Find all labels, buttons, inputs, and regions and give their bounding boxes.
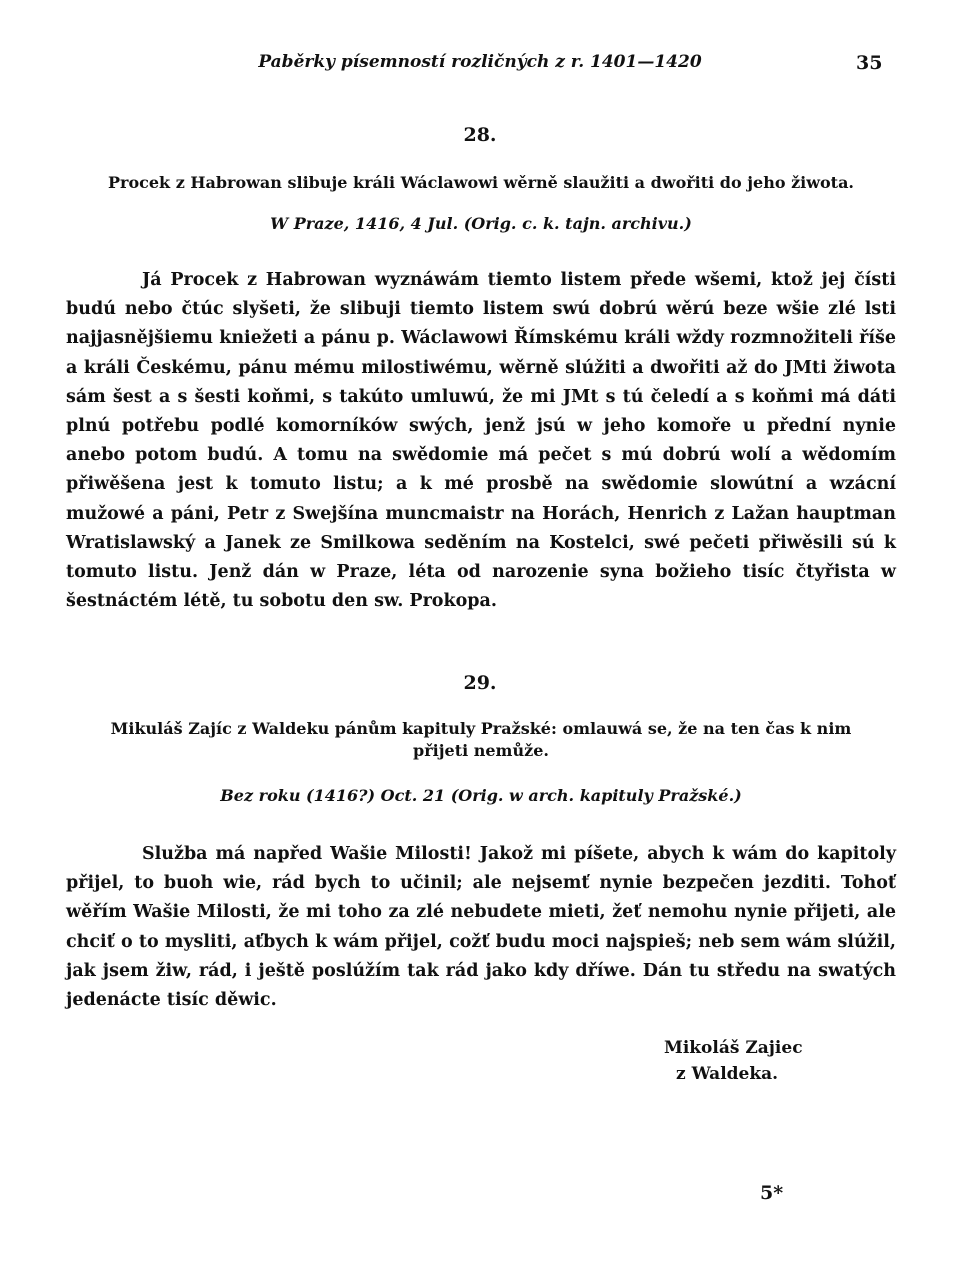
sheet-signature-mark: 5*	[760, 1182, 784, 1204]
running-title: Paběrky písemností rozličných z r. 1401—1420	[258, 52, 702, 72]
document-29-summary-line2: přijeti nemůže.	[413, 741, 549, 760]
page-number: 35	[856, 52, 883, 74]
document-29-source: Bez roku (1416?) Oct. 21 (Orig. w arch. kapituly Pražské.)	[220, 786, 742, 805]
document-number-28: 28.	[463, 124, 497, 146]
document-29-summary-line1: Mikuláš Zajíc z Waldeku pánům kapituly Pražské: omlauwá se, že na ten čas k nim	[110, 719, 852, 738]
document-number-29: 29.	[463, 672, 497, 694]
document-29-summary	[66, 718, 896, 762]
signature-line-2: z Waldeka.	[676, 1064, 779, 1084]
document-29-body: Služba má napřed Wašie Milosti! Jakož mi píšete, abych k wám do kapitoly přijel, to buoh wie, rád bych to učinil; ale nejsemť nynie bezpečen jezditi. Tohoť wěřím Wašie Milosti, že mi toho za zlé nebudete mieti, žeť nemohu nynie přijeti, ale chciť o to mysliti, aťbych k wám přijel, cožť budu moci najspieš; neb sem wám slúžil, jak jsem žiw, rád, i ještě poslúžím tak rád jako kdy dříwe. Dán tu středu na swatých jedenácte tisíc děwic.	[66, 844, 896, 1011]
signature-line-1: Mikoláš Zajiec	[664, 1038, 803, 1058]
document-28-source: W Praze, 1416, 4 Jul. (Orig. c. k. tajn. archivu.)	[270, 214, 692, 233]
page-header	[0, 50, 960, 84]
document-28-summary: Procek z Habrowan slibuje králi Wáclawowi wěrně slaužiti a dwořiti do jeho žiwota.	[108, 173, 854, 192]
document-28-body: Já Procek z Habrowan wyznáwám tiemto listem přede wšemi, ktož jej čísti budú nebo čtúc slyšeti, že slibuji tiemto listem swú dobrú wěrú beze wšie zlé lsti najjasnějšiemu kniežeti a pánu p. Wáclawowi Římskému králi wždy rozmnožiteli říše a králi Českému, pánu mému milostiwému, wěrně slúžiti a dwořiti až do JMti žiwota sám šest a s šesti koňmi, s takúto umluwú, že mi JMt s tú čeledí a s koňmi má dáti plnú potřebu podlé komorníków swých, jenž jsú w jeho komoře u přední nynie anebo potom budú. A tomu na swědomie má pečet s mú dobrú wolí a wědomím přiwěšena jest k tomuto listu; a k mé prosbě na swědomie slowútní a wzácní mužowé a páni, Petr z Swejšína muncmaistr na Horách, Henrich z Lažan hauptman Wratislawský a Janek ze Smilkowa seděním na Kostelci, swé pečeti přiwěsili sú k tomuto listu. Jenž dán w Praze, léta od narozenie syna božieho tisíc čtyřista w šestnáctém létě, tu sobotu den sw. Prokopa.	[66, 270, 896, 612]
